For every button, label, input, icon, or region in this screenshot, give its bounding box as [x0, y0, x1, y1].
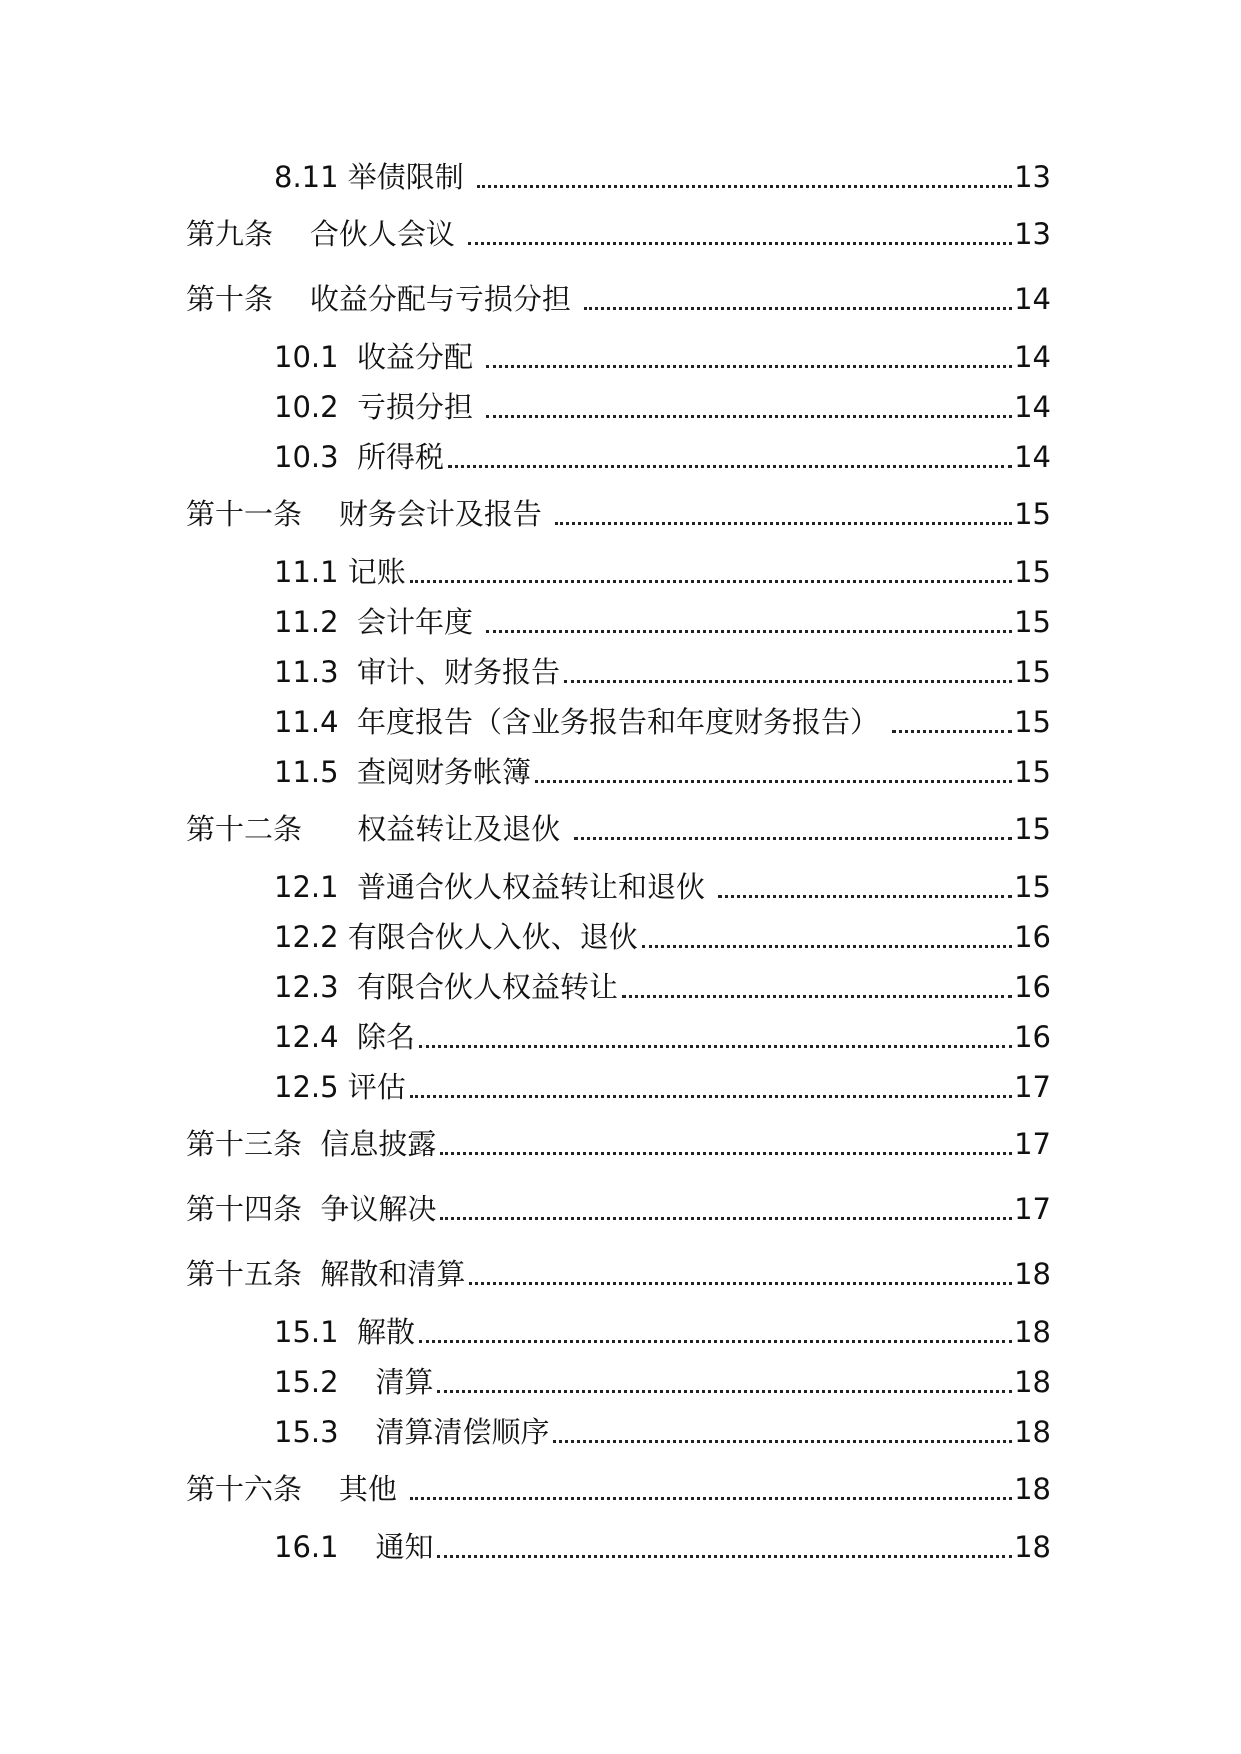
- dot-leader: [535, 752, 1012, 792]
- toc-entry-label: 第十六条 其他: [186, 1472, 407, 1506]
- toc-page-number: 15: [1014, 870, 1051, 904]
- toc-page-number: 15: [1014, 755, 1051, 789]
- toc-page-number: 15: [1014, 812, 1051, 846]
- toc-page-number: 15: [1014, 705, 1051, 739]
- dot-leader: [410, 1067, 1012, 1107]
- toc-entry[interactable]: [274, 437, 1051, 477]
- toc-entry[interactable]: [274, 1067, 1051, 1107]
- dot-leader: [437, 1527, 1012, 1567]
- toc-entry[interactable]: [274, 552, 1051, 592]
- dot-leader: [419, 1312, 1012, 1352]
- toc-entry[interactable]: [274, 387, 1051, 427]
- toc-entry-label: 第十五条 解散和清算: [186, 1257, 466, 1291]
- toc-entry[interactable]: [186, 1469, 1051, 1509]
- toc-entry-label: 第十一条 财务会计及报告: [186, 497, 552, 531]
- dot-leader: [437, 1362, 1012, 1402]
- toc-entry[interactable]: [186, 1124, 1051, 1164]
- toc-entry-label: 12.4 除名: [274, 1020, 416, 1054]
- toc-entry-label: 11.5 查阅财务帐簿: [274, 755, 532, 789]
- dot-leader: [486, 337, 1012, 377]
- dot-leader: [718, 867, 1012, 907]
- dot-leader: [477, 157, 1012, 197]
- toc-entry-label: 10.2 亏损分担: [274, 390, 483, 424]
- toc-entry-label: 11.2 会计年度: [274, 605, 483, 639]
- toc-entry-label: 第十三条 信息披露: [186, 1127, 437, 1161]
- dot-leader: [584, 279, 1012, 319]
- toc-entry[interactable]: [186, 279, 1051, 319]
- toc-entry-label: 11.4 年度报告（含业务报告和年度财务报告）: [274, 705, 889, 739]
- toc-entry[interactable]: [274, 337, 1051, 377]
- toc-entry[interactable]: [274, 917, 1051, 957]
- dot-leader: [574, 809, 1013, 849]
- dot-leader: [486, 387, 1012, 427]
- dot-leader: [622, 967, 1012, 1007]
- toc-entry[interactable]: [274, 1527, 1051, 1567]
- dot-leader: [468, 214, 1012, 254]
- dot-leader: [440, 1189, 1012, 1229]
- toc-entry[interactable]: [186, 1189, 1051, 1229]
- toc-page-number: 16: [1014, 970, 1051, 1004]
- toc-entry[interactable]: [186, 214, 1051, 254]
- toc-entry-label: 12.1 普通合伙人权益转让和退伙: [274, 870, 715, 904]
- toc-page-number: 14: [1014, 390, 1051, 424]
- toc-entry-label: 第十四条 争议解决: [186, 1192, 437, 1226]
- toc-entry-label: 12.3 有限合伙人权益转让: [274, 970, 619, 1004]
- toc-entry-label: 12.2 有限合伙人入伙、退伙: [274, 920, 638, 954]
- dot-leader: [419, 1017, 1012, 1057]
- toc-page-number: 15: [1014, 605, 1051, 639]
- toc-entry[interactable]: [274, 1312, 1051, 1352]
- toc-entry[interactable]: [274, 1362, 1051, 1402]
- toc-entry[interactable]: [274, 1017, 1051, 1057]
- toc-page-number: 17: [1014, 1127, 1051, 1161]
- dot-leader: [410, 552, 1012, 592]
- toc-entry[interactable]: [274, 157, 1051, 197]
- toc-entry-label: 15.1 解散: [274, 1315, 416, 1349]
- toc-page-number: 15: [1014, 497, 1051, 531]
- toc-page-number: 15: [1014, 655, 1051, 689]
- toc-entry-label: 11.1 记账: [274, 555, 406, 589]
- toc-entry-label: 11.3 审计、财务报告: [274, 655, 561, 689]
- toc-page-number: 18: [1014, 1257, 1051, 1291]
- toc-entry-label: 10.3 所得税: [274, 440, 445, 474]
- toc-entry-label: 15.2 清算: [274, 1365, 434, 1399]
- toc-entry-label: 15.3 清算清偿顺序: [274, 1415, 550, 1449]
- toc-page-number: 18: [1014, 1530, 1051, 1564]
- dot-leader: [553, 1412, 1012, 1452]
- dot-leader: [555, 494, 1012, 534]
- dot-leader: [564, 652, 1012, 692]
- toc-entry[interactable]: [274, 967, 1051, 1007]
- dot-leader: [892, 702, 1012, 742]
- toc-entry[interactable]: [274, 602, 1051, 642]
- toc-entry-label: 8.11 举债限制: [274, 160, 474, 194]
- toc-entry-label: 12.5 评估: [274, 1070, 406, 1104]
- toc-page-number: 18: [1014, 1415, 1051, 1449]
- toc-entry-label: 第九条 合伙人会议: [186, 217, 465, 251]
- toc-entry[interactable]: [186, 494, 1051, 534]
- toc-page-number: 18: [1014, 1365, 1051, 1399]
- toc-entry[interactable]: [274, 752, 1051, 792]
- toc-page-number: 18: [1014, 1472, 1051, 1506]
- toc-entry[interactable]: [274, 652, 1051, 692]
- toc-page-number: 14: [1014, 282, 1051, 316]
- toc-entry-label: 16.1 通知: [274, 1530, 434, 1564]
- toc-page-number: 16: [1014, 920, 1051, 954]
- toc-entry[interactable]: [186, 1254, 1051, 1294]
- toc-page-number: 14: [1014, 440, 1051, 474]
- toc-page-number: 16: [1014, 1020, 1051, 1054]
- toc-page-number: 17: [1014, 1192, 1051, 1226]
- dot-leader: [642, 917, 1012, 957]
- toc-entry[interactable]: [186, 809, 1051, 849]
- toc-page-number: 13: [1014, 160, 1051, 194]
- dot-leader: [469, 1254, 1012, 1294]
- toc-entry[interactable]: [274, 867, 1051, 907]
- toc-page-number: 13: [1014, 217, 1051, 251]
- toc-page-number: 18: [1014, 1315, 1051, 1349]
- toc-entry[interactable]: [274, 1412, 1051, 1452]
- toc-page-number: 17: [1014, 1070, 1051, 1104]
- toc-entry-label: 10.1 收益分配: [274, 340, 483, 374]
- toc-entry-label: 第十二条 权益转让及退伙: [186, 812, 570, 846]
- dot-leader: [486, 602, 1012, 642]
- toc-entry-label: 第十条 收益分配与亏损分担: [186, 282, 581, 316]
- dot-leader: [448, 437, 1012, 477]
- toc-entry[interactable]: [274, 702, 1051, 742]
- dot-leader: [410, 1469, 1012, 1509]
- dot-leader: [440, 1124, 1012, 1164]
- toc-page-number: 14: [1014, 340, 1051, 374]
- toc-page-number: 15: [1014, 555, 1051, 589]
